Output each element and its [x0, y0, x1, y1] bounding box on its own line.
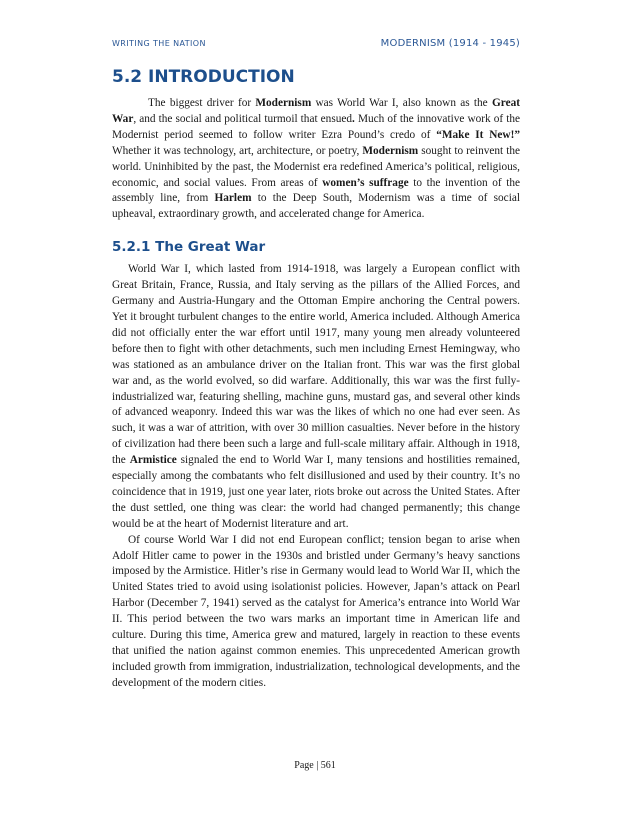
term-womens-suffrage: women’s suffrage [322, 176, 409, 189]
page-content [112, 66, 520, 692]
intro-period: . [352, 112, 355, 125]
term-modernism: Modernism [255, 97, 312, 109]
gw-text-2: signaled the end to World War I, many tensions and hostilities remained, especially among the combatants who felt disillusioned and used by their country. It’s no coincidence that in 1919, just one year later, riots broke out across the United States. After the dust settled, one thing was clear: the world had changed permanently; this change would be at the heart of Modernist literature and art. [112, 454, 521, 530]
intro-text-3: , and the social and political turmoil that ensued [133, 112, 353, 125]
header-book-title: WRITING THE NATION [112, 39, 206, 48]
intro-text-2: was World War I, also known as the [311, 97, 492, 109]
term-make-it-new: “Make It New!” [436, 128, 520, 141]
intro-text-4: Much of the innovative work of the Modernist period seemed to follow writer Ezra Pound’s credo of [112, 112, 521, 141]
great-war-paragraph-2: Of course World War I did not end European conflict; tension began to arise when Adolf Hitler came to power in the 1930s and bristled under Germany’s heavy sanctions imposed by the Armistice. Hitler’s rise in Germany would lead to World War II, which the United States tried to avoid using isolationist policies. However, Japan’s attack on Pearl Harbor (December 7, 1941) served as the catalyst for America’s entrance into World War II. This period between the two wars marks an important time in American life and culture. During this time, America grew and matured, largely in reaction to these events that unified the nation against common enemies. This unprecedented American growth included growth from immigration, industrialization, technological developments, and the development of the modern cities. [112, 533, 520, 689]
intro-text-8: to the Deep South, Modernism was a time of social upheaval, extraordinary growth, and accelerated change for America. [112, 192, 520, 221]
running-header [112, 38, 520, 49]
term-armistice: Armistice [129, 454, 177, 467]
term-modernism-2: Modernism [362, 144, 419, 157]
term-harlem: Harlem [214, 192, 252, 205]
intro-paragraph [112, 96, 520, 223]
term-great-war: Great War [112, 97, 520, 125]
intro-text-6: sought to reinvent the world. Uninhibited by the past, the Modernist era redefined America’s political, religious, economic, and social values. From areas of [112, 144, 520, 189]
intro-text-7: to the invention of the assembly line, from [112, 176, 521, 205]
great-war-paragraph-1 [112, 262, 520, 532]
subsection-heading: 5.2.1 The Great War [112, 239, 266, 256]
page-number: Page | 561 [294, 760, 336, 771]
intro-text-1: The biggest driver for [148, 97, 256, 109]
header-chapter-title: MODERNISM (1914 - 1945) [380, 38, 520, 49]
gw-text-1: World War I, which lasted from 1914-1918, was largely a European conflict with Great Britain, France, Russia, and Italy serving as the pillars of the Allied Forces, and Germany and Austria-Hungary and the Ottoman Empire anchoring the Central powers. Yet it brought turbulent changes to the entire world, America included. Although America did not officially enter the war effort until 1917, many young men already volunteered before then to fight with other detachments, such men including Ernest Hemingway, who was stationed as an ambulance driver on the Italian front. This war was the first global war and, as the world evolved, so did warfare. Additionally, this war was the first fully-industrialized war, featuring shelling, machine guns, mustard gas, and several other kinds of advanced weaponry. Indeed this war was the likes of which no one had ever seen. As such, it was a war of attrition, with over 30 million casualties. Never before in the history of civilization had there been such a large and full-scale military affair. Although in 1918, the [112, 263, 520, 467]
section-heading: 5.2 INTRODUCTION [112, 67, 295, 87]
intro-text-5: Whether it was technology, art, architecture, or poetry, [112, 144, 363, 157]
